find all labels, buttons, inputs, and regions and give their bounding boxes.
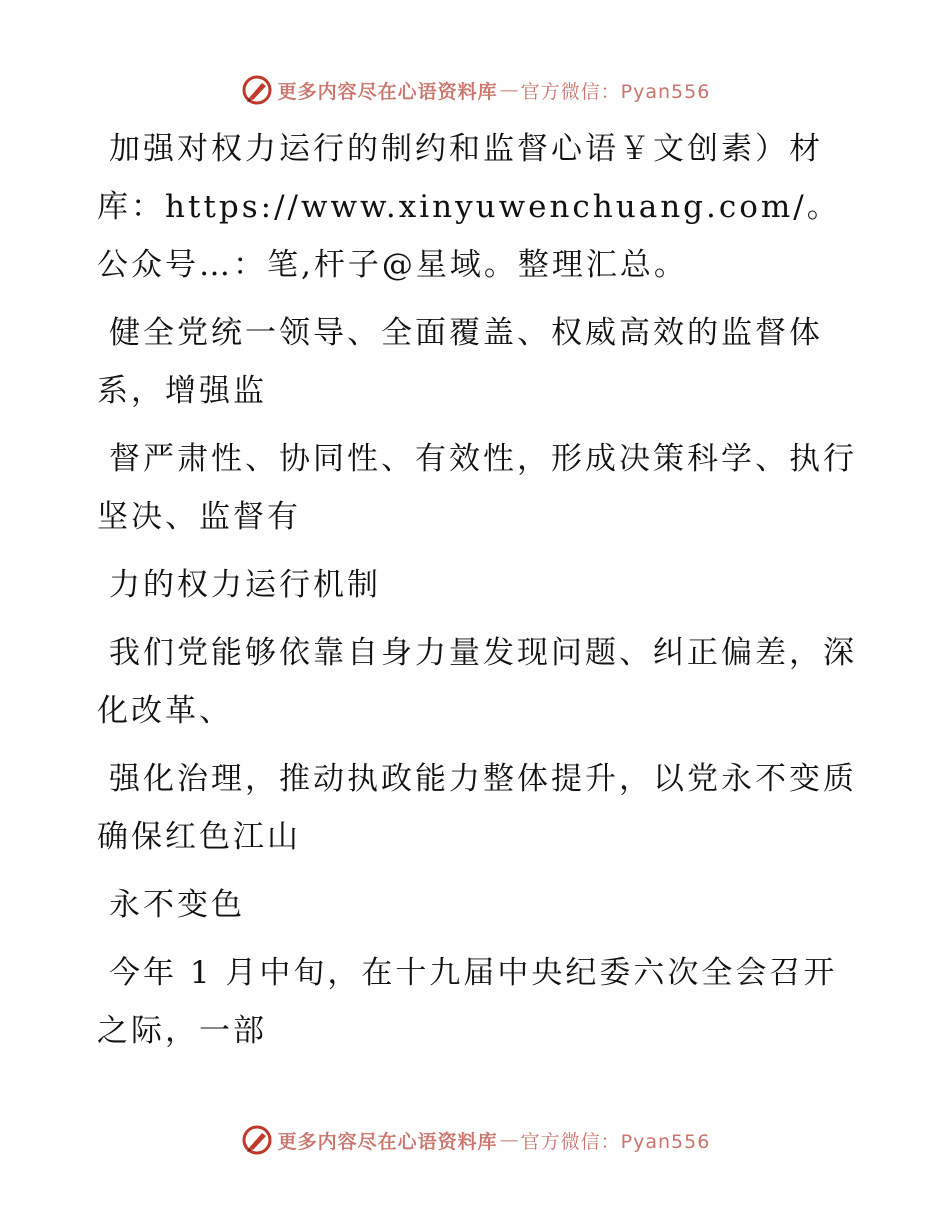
- paragraph-2: 健全党统一领导、全面覆盖、权威高效的监督体系，增强监: [97, 315, 823, 409]
- banner-dash: —: [499, 79, 519, 101]
- header-watermark-banner: [0, 70, 950, 110]
- banner-dash: —: [499, 1129, 519, 1151]
- banner-wechat-text: 官方微信：Pyan556: [520, 80, 711, 103]
- paragraph-8: 今年 1 月中旬，在十九届中央纪委六次全会召开之际，一部: [97, 955, 838, 1049]
- paragraph-6: 强化治理，推动执政能力整体提升，以党永不变质确保红色江山: [97, 761, 857, 855]
- pen-logo-icon: [240, 1123, 274, 1157]
- paragraph-3: 督严肃性、协同性、有效性，形成决策科学、执行坚决、监督有: [97, 441, 857, 535]
- paragraph-7: 永不变色: [109, 887, 245, 923]
- paragraph-4: 力的权力运行机制: [109, 567, 381, 603]
- paragraph-1: 加强对权力运行的制约和监督心语￥文创素）材库：https://www.xinyuwenchuang.com/。公众号…：笔,杆子@星域。整理汇总。: [97, 131, 841, 283]
- pen-logo-icon: [240, 73, 274, 107]
- paragraph-5: 我们党能够依靠自身力量发现问题、纠正偏差，深化改革、: [97, 635, 857, 729]
- banner-wechat-text: 官方微信：Pyan556: [520, 1130, 711, 1153]
- document-body: [97, 120, 857, 1070]
- banner-site-text: 更多内容尽在心语资料库: [277, 80, 498, 103]
- banner-site-text: 更多内容尽在心语资料库: [277, 1130, 498, 1153]
- footer-watermark-banner: [0, 1120, 950, 1160]
